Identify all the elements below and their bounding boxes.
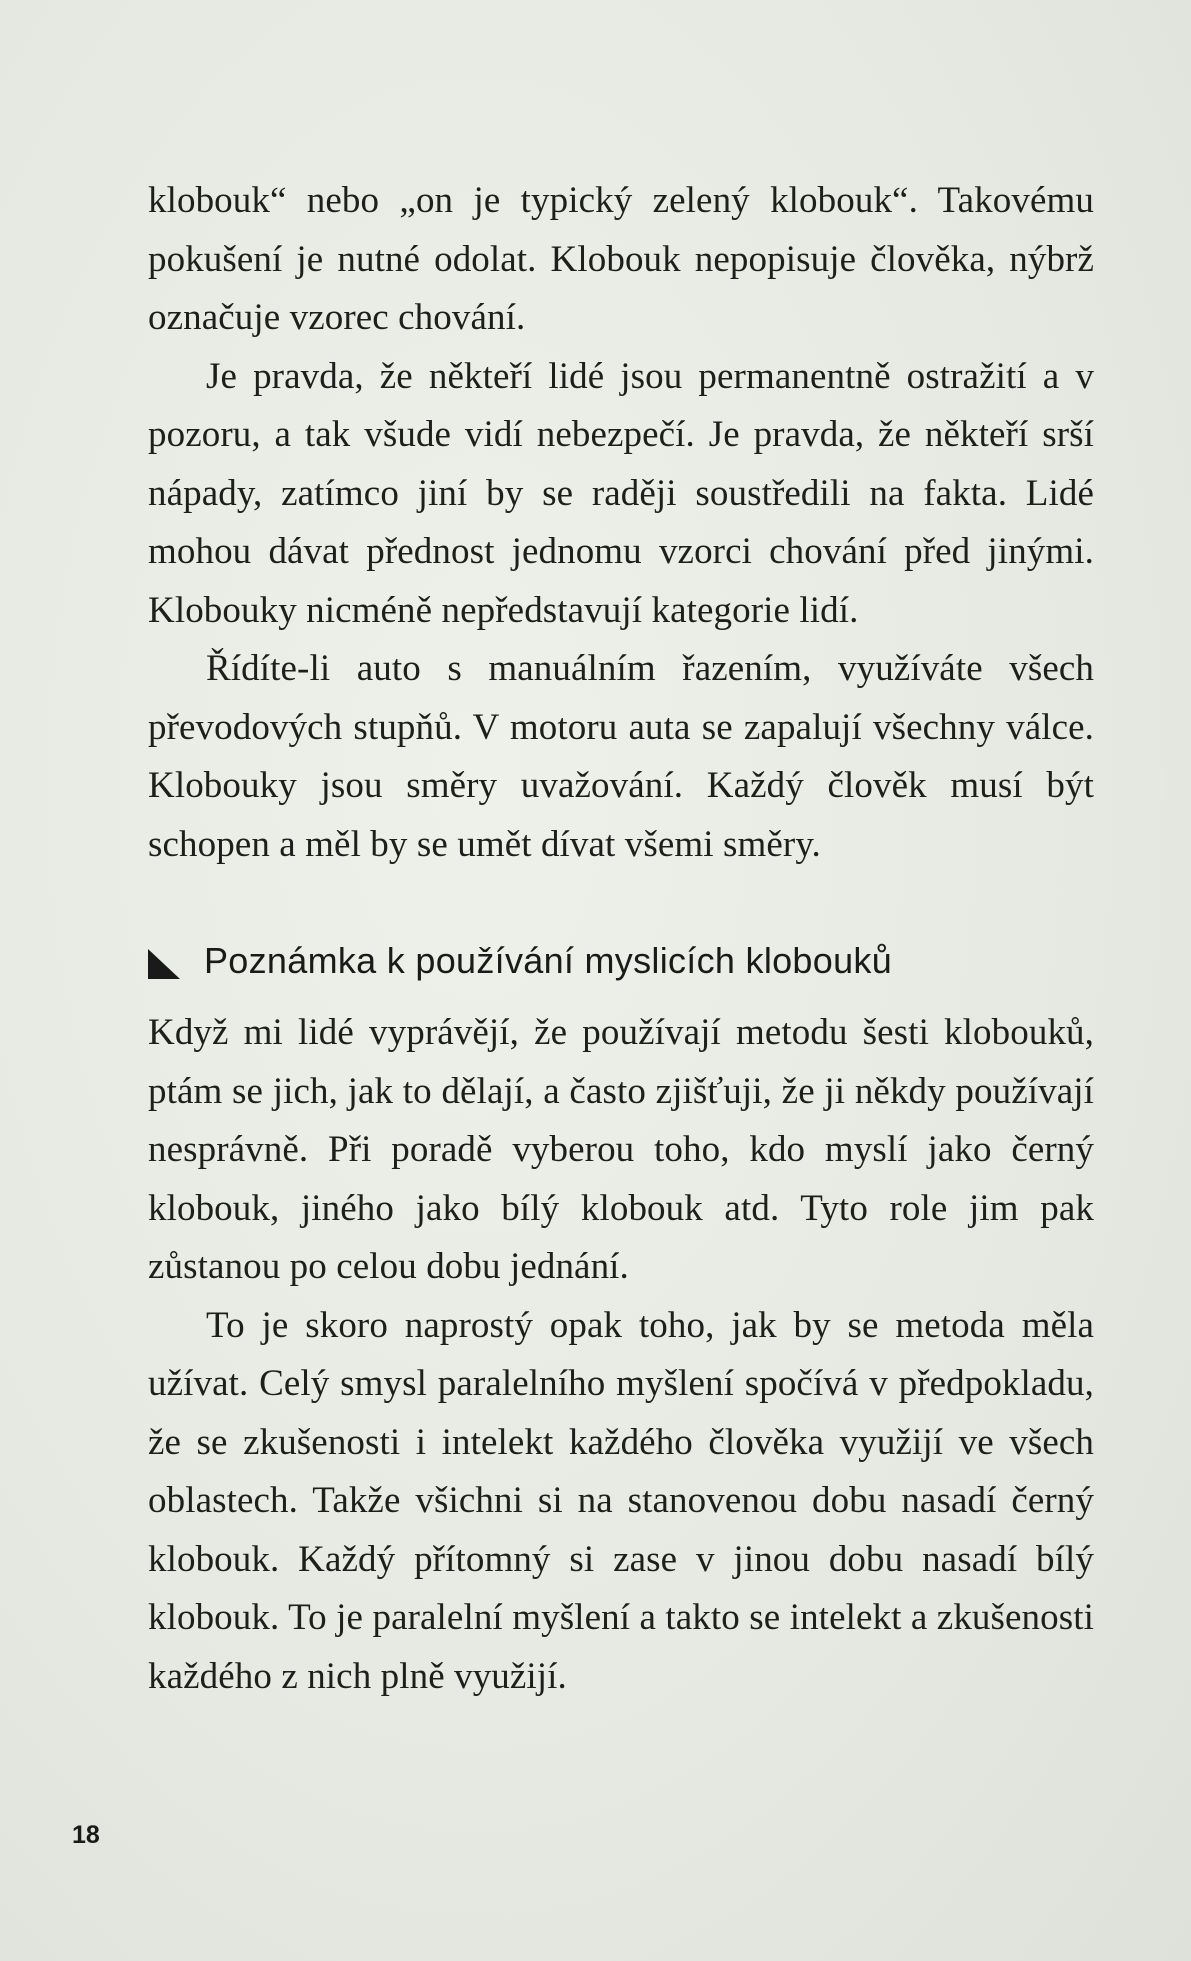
paragraph: Je pravda, že někteří lidé jsou permanentně ostražití a v pozoru, a tak všude vidí nebezpečí. Je pravda, že někteří srší nápady, zatímco jiní by se raději soustředili na fakta. Lidé mohou dávat přednost jednomu vzorci chování před jinými. Klobouky nicméně nepředstavují kategorie lidí.	[148, 355, 1094, 631]
body-text-bottom	[148, 1004, 1094, 1706]
paragraph: Řídíte-li auto s manuálním řazením, využíváte všech převodových stupňů. V motoru auta se zapalují všechny válce. Klobouky jsou směry uvažování. Každý člověk musí být schopen a měl by se umět dívat všemi směry.	[148, 648, 1094, 865]
page-number: 18	[72, 1821, 100, 1849]
triangle-marker-icon	[148, 949, 180, 979]
paragraph: Když mi lidé vyprávějí, že používají metodu šesti klobouků, ptám se jich, jak to dělají, a často zjišťuji, že ji někdy používají nesprávně. Při poradě vyberou toho, kdo myslí jako černý klobouk, jiného jako bílý klobouk atd. Tyto role jim pak zůstanou po celou dobu jednání.	[148, 1012, 1094, 1287]
body-text-top	[148, 172, 1094, 874]
section-heading	[148, 931, 1094, 991]
paragraph-continued: klobouk“ nebo „on je typický zelený klobouk“. Takovému pokušení je nutné odolat. Klobouk nepopisuje člověka, nýbrž označuje vzorec chování.	[148, 180, 1094, 338]
section-heading-text: Poznámka k používání myslicích klobouků	[204, 940, 893, 981]
paragraph: To je skoro naprostý opak toho, jak by se metoda měla užívat. Celý smysl paralelního myšlení spočívá v předpokladu, že se zkušenosti i intelekt každého člověka využijí ve všech oblastech. Takže všichni si na stanovenou dobu nasadí černý klobouk. Každý přítomný si zase v jinou dobu nasadí bílý klobouk. To je paralelní myšlení a takto se intelekt a zkušenosti každého z nich plně využijí.	[148, 1304, 1094, 1697]
